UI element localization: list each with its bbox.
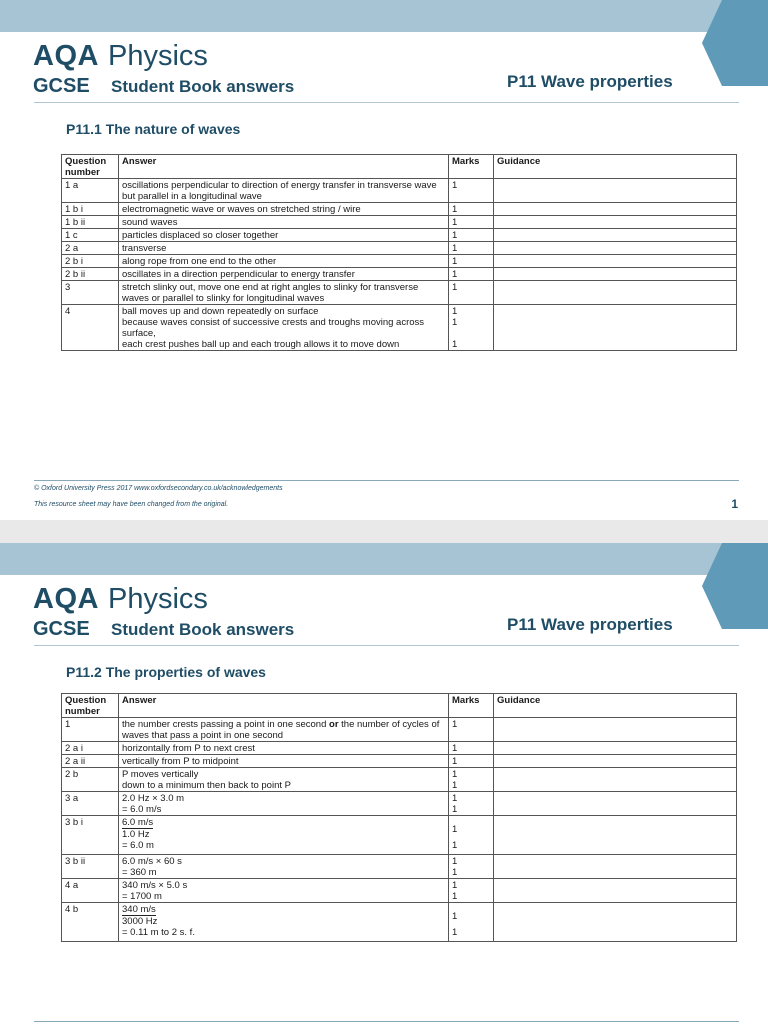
col-question: Question number xyxy=(62,694,119,718)
answer-cell xyxy=(119,229,449,242)
guidance-cell xyxy=(494,855,737,879)
question-number: 2 b i xyxy=(62,255,119,268)
col-guidance: Guidance xyxy=(494,694,737,718)
mark-value: 1 xyxy=(452,269,458,280)
corner-decoration xyxy=(702,543,768,629)
question-number: 2 a i xyxy=(62,742,119,755)
answer-text: the number of cycles of waves that pass a point in one second xyxy=(122,719,440,741)
answer-line: ball moves up and down repeatedly on surface xyxy=(122,306,319,317)
guidance-cell xyxy=(494,229,737,242)
marks-cell xyxy=(449,229,494,242)
answer-line: because waves consist of successive crests and troughs moving across surface, xyxy=(122,317,425,339)
col-marks: Marks xyxy=(449,155,494,179)
col-answer: Answer xyxy=(119,155,449,179)
answer-cell xyxy=(119,281,449,305)
answer-cell xyxy=(119,268,449,281)
fraction-result: = 6.0 m xyxy=(122,840,154,851)
question-number: 2 a xyxy=(62,242,119,255)
question-number: 1 b i xyxy=(62,203,119,216)
footer-divider xyxy=(34,1021,739,1022)
answer-cell xyxy=(119,792,449,816)
answer-line: oscillates in a direction perpendicular to energy transfer xyxy=(122,269,355,280)
answer-cell xyxy=(119,203,449,216)
table-row xyxy=(62,879,737,903)
fraction-denominator: 3000 Hz xyxy=(122,916,158,927)
answer-line: = 1700 m xyxy=(122,891,162,902)
answer-line: sound waves xyxy=(122,217,178,228)
table-row xyxy=(62,816,737,855)
brand-subject: Physics xyxy=(108,40,208,72)
answer-cell xyxy=(119,179,449,203)
answer-line: along rope from one end to the other xyxy=(122,256,277,267)
guidance-cell xyxy=(494,242,737,255)
section-title: P11.1 The nature of waves xyxy=(66,121,241,137)
answer-line: 340 m/s × 5.0 s xyxy=(122,880,188,891)
marks-cell xyxy=(449,903,494,942)
mark-value: 1 xyxy=(452,769,458,780)
section-title: P11.2 The properties of waves xyxy=(66,664,266,680)
answer-line: horizontally from P to next crest xyxy=(122,743,255,754)
answers-table xyxy=(61,154,737,351)
mark-value: 1 xyxy=(452,306,458,317)
marks-cell xyxy=(449,879,494,903)
answer-cell xyxy=(119,305,449,351)
answer-line: 2.0 Hz × 3.0 m xyxy=(122,793,185,804)
answer-cell xyxy=(119,855,449,879)
answer-line: 6.0 m/s × 60 s xyxy=(122,856,182,867)
answer-line: each crest pushes ball up and each trough allows it to move down xyxy=(122,339,400,350)
answers-table xyxy=(61,693,737,942)
fraction-numerator-line xyxy=(122,904,445,916)
header-banner xyxy=(0,543,768,575)
col-guidance: Guidance xyxy=(494,155,737,179)
marks-cell xyxy=(449,179,494,203)
question-number: 2 a ii xyxy=(62,755,119,768)
guidance-cell xyxy=(494,879,737,903)
question-number: 1 xyxy=(62,718,119,742)
question-number: 2 b ii xyxy=(62,268,119,281)
col-answer: Answer xyxy=(119,694,449,718)
table-row xyxy=(62,203,737,216)
answer-cell xyxy=(119,755,449,768)
brand-product: Student Book answers xyxy=(111,77,295,96)
question-number: 3 xyxy=(62,281,119,305)
mark-value: 1 xyxy=(452,880,458,891)
table-row xyxy=(62,755,737,768)
brand-level: GCSE xyxy=(33,618,90,640)
answer-cell xyxy=(119,216,449,229)
guidance-cell xyxy=(494,268,737,281)
marks-cell xyxy=(449,755,494,768)
marks-cell xyxy=(449,242,494,255)
mark-value: 1 xyxy=(452,804,458,815)
fraction-numerator: 6.0 m/s xyxy=(122,817,154,828)
table-row xyxy=(62,768,737,792)
question-number: 2 b xyxy=(62,768,119,792)
marks-cell xyxy=(449,281,494,305)
page-gap xyxy=(0,520,768,543)
footer-copyright: © Oxford University Press 2017 www.oxfordsecondary.co.uk/acknowledgements xyxy=(34,485,283,492)
table-row xyxy=(62,718,737,742)
answer-line: particles displaced so closer together xyxy=(122,230,279,241)
answer-cell xyxy=(119,242,449,255)
brand-aqa: AQA xyxy=(33,40,99,72)
answer-line: vertically from P to midpoint xyxy=(122,756,239,767)
marks-cell xyxy=(449,792,494,816)
answer-line: P moves vertically xyxy=(122,769,199,780)
guidance-cell xyxy=(494,718,737,742)
table-row xyxy=(62,255,737,268)
guidance-cell xyxy=(494,281,737,305)
page-2 xyxy=(0,543,768,1024)
answer-line: transverse xyxy=(122,243,167,254)
guidance-cell xyxy=(494,203,737,216)
footer-note: This resource sheet may have been changed from the original. xyxy=(34,501,229,508)
marks-cell xyxy=(449,305,494,351)
answer-line: oscillations perpendicular to direction of energy transfer in transverse wave but parallel in a longitudinal wave xyxy=(122,180,437,202)
mark-value: 1 xyxy=(452,180,458,191)
guidance-cell xyxy=(494,768,737,792)
mark-value: 1 xyxy=(452,793,458,804)
answer-line: = 6.0 m/s xyxy=(122,804,162,815)
question-number: 3 b i xyxy=(62,816,119,855)
answer-cell xyxy=(119,718,449,742)
mark-value: 1 xyxy=(452,256,458,267)
question-number: 4 xyxy=(62,305,119,351)
question-number: 4 b xyxy=(62,903,119,942)
answer-line: = 360 m xyxy=(122,867,157,878)
marks-cell xyxy=(449,816,494,855)
footer-divider xyxy=(34,480,739,481)
answer-line: down to a minimum then back to point P xyxy=(122,780,291,791)
question-number: 1 b ii xyxy=(62,216,119,229)
question-number: 1 a xyxy=(62,179,119,203)
mark-value: 1 xyxy=(452,719,458,730)
mark-value: 1 xyxy=(452,780,458,791)
mark-value: 1 xyxy=(452,840,458,851)
brand-subject: Physics xyxy=(108,583,208,615)
table-row xyxy=(62,742,737,755)
marks-cell xyxy=(449,268,494,281)
table-header-row xyxy=(62,694,737,718)
question-number: 1 c xyxy=(62,229,119,242)
mark-value: 1 xyxy=(452,856,458,867)
mark-value: 1 xyxy=(452,317,458,328)
mark-value: 1 xyxy=(452,217,458,228)
col-marks: Marks xyxy=(449,694,494,718)
guidance-cell xyxy=(494,816,737,855)
question-number: 4 a xyxy=(62,879,119,903)
table-row xyxy=(62,268,737,281)
answer-cell xyxy=(119,742,449,755)
mark-value: 1 xyxy=(452,282,458,293)
mark-value: 1 xyxy=(452,243,458,254)
marks-cell xyxy=(449,768,494,792)
marks-cell xyxy=(449,742,494,755)
answer-line: stretch slinky out, move one end at right angles to slinky for transverse waves or parallel to slinky for longitudinal waves xyxy=(122,282,419,304)
answer-line: electromagnetic wave or waves on stretched string / wire xyxy=(122,204,361,215)
marks-cell xyxy=(449,855,494,879)
table-header-row xyxy=(62,155,737,179)
mark-value: 1 xyxy=(452,891,458,902)
brand-level: GCSE xyxy=(33,75,90,97)
table-row xyxy=(62,281,737,305)
guidance-cell xyxy=(494,255,737,268)
mark-value: 1 xyxy=(452,867,458,878)
table-row xyxy=(62,903,737,942)
marks-cell xyxy=(449,203,494,216)
guidance-cell xyxy=(494,216,737,229)
brand-aqa: AQA xyxy=(33,583,99,615)
table-row xyxy=(62,305,737,351)
guidance-cell xyxy=(494,792,737,816)
col-question: Question number xyxy=(62,155,119,179)
table-row xyxy=(62,216,737,229)
answer-cell xyxy=(119,768,449,792)
table-row xyxy=(62,855,737,879)
answer-emphasis: or xyxy=(329,719,339,730)
answer-cell xyxy=(119,255,449,268)
header-divider xyxy=(34,102,739,103)
mark-value: 1 xyxy=(452,927,458,938)
fraction-result: = 0.11 m to 2 s. f. xyxy=(122,927,195,938)
mark-value: 1 xyxy=(452,230,458,241)
fraction-numerator: 340 m/s xyxy=(122,904,156,915)
question-number: 3 a xyxy=(62,792,119,816)
mark-value: 1 xyxy=(452,743,458,754)
answer-cell xyxy=(119,903,449,942)
mark-value: 1 xyxy=(452,339,458,350)
answer-text: the number crests passing a point in one second xyxy=(122,719,330,730)
table-row xyxy=(62,229,737,242)
fraction-denominator: 1.0 Hz xyxy=(122,829,150,840)
mark-value: 1 xyxy=(452,911,458,922)
mark-value xyxy=(452,328,490,339)
page-number: 1 xyxy=(731,497,738,511)
mark-value: 1 xyxy=(452,756,458,767)
guidance-cell xyxy=(494,305,737,351)
answer-cell xyxy=(119,879,449,903)
guidance-cell xyxy=(494,755,737,768)
guidance-cell xyxy=(494,742,737,755)
mark-value: 1 xyxy=(452,204,458,215)
guidance-cell xyxy=(494,903,737,942)
brand-product: Student Book answers xyxy=(111,620,295,639)
marks-cell xyxy=(449,216,494,229)
header-banner xyxy=(0,0,768,32)
chapter-title: P11 Wave properties xyxy=(507,615,673,634)
corner-decoration xyxy=(702,0,768,86)
table-row xyxy=(62,242,737,255)
marks-cell xyxy=(449,255,494,268)
table-row xyxy=(62,179,737,203)
table-row xyxy=(62,792,737,816)
guidance-cell xyxy=(494,179,737,203)
answer-cell xyxy=(119,816,449,855)
header-divider xyxy=(34,645,739,646)
marks-cell xyxy=(449,718,494,742)
chapter-title: P11 Wave properties xyxy=(507,72,673,91)
question-number: 3 b ii xyxy=(62,855,119,879)
mark-value: 1 xyxy=(452,824,458,835)
fraction-numerator-line xyxy=(122,817,445,829)
